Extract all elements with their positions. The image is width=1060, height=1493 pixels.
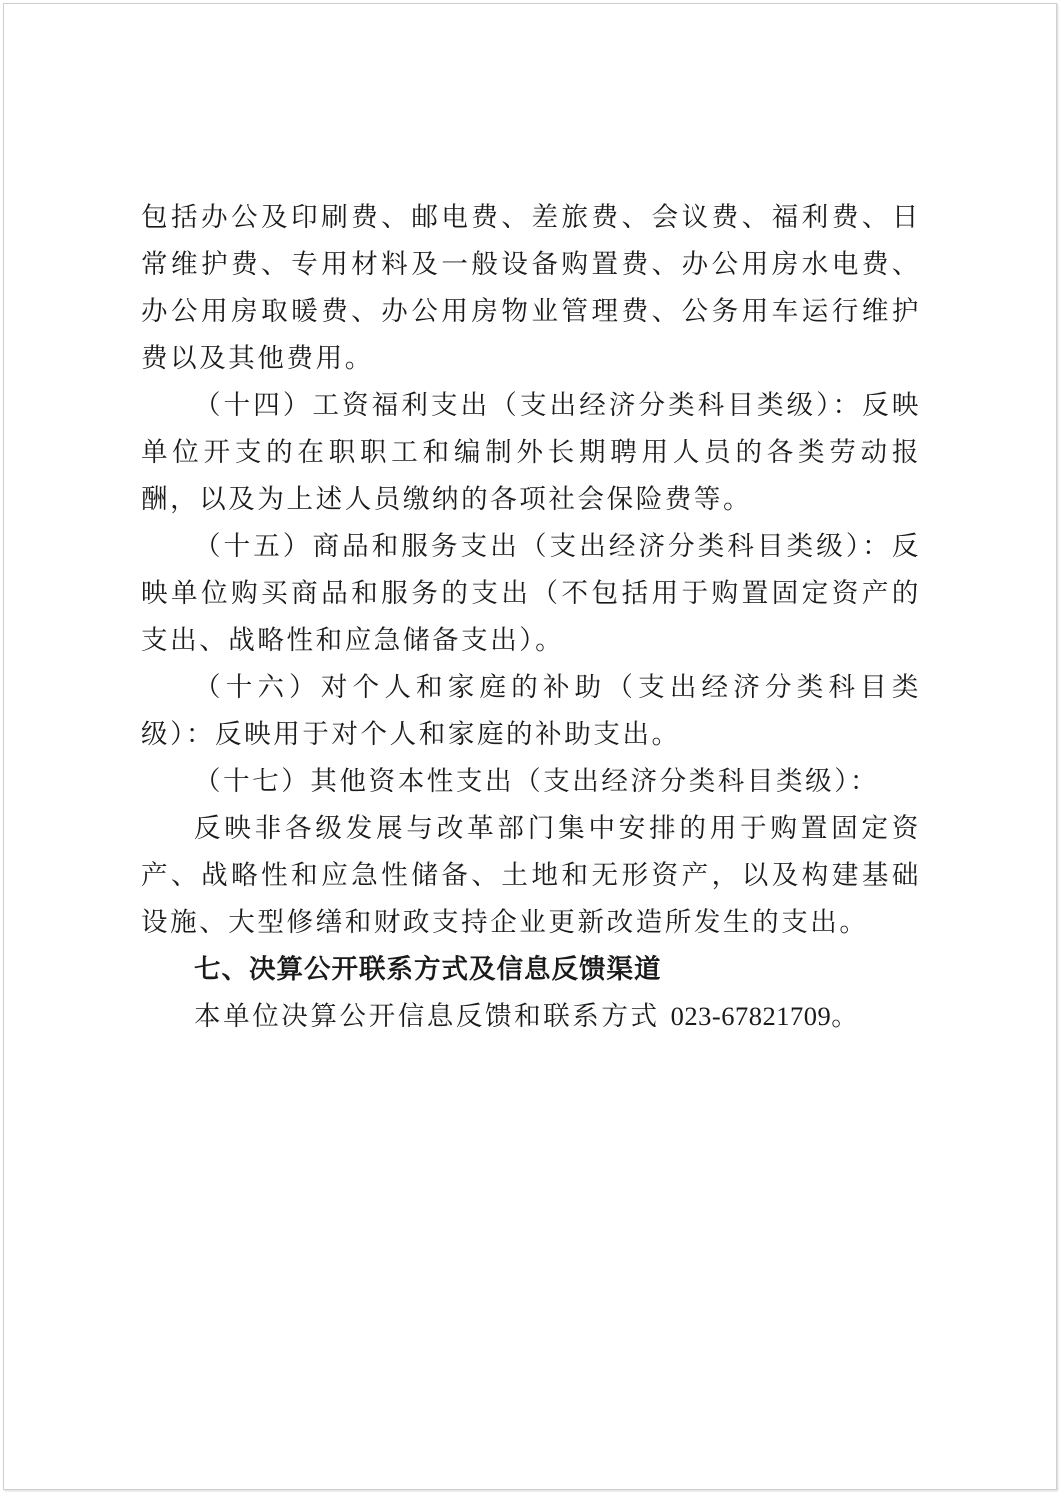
paragraph-item-15: （十五）商品和服务支出（支出经济分类科目类级）：反映单位购买商品和服务的支出（不包括用于购置固定资产的支出、战略性和应急储备支出）。 [141,531,921,656]
document-body [141,194,921,1040]
paragraph-item-17-body: 反映非各级发展与改革部门集中安排的用于购置固定资产、战略性和应急性储备、土地和无形资产，以及构建基础设施、大型修缮和财政支持企业更新改造所发生的支出。 [141,813,921,938]
paragraph-item-17-title: （十七）其他资本性支出（支出经济分类科目类级）： [194,766,880,797]
paragraph-continuation: 包括办公及印刷费、邮电费、差旅费、会议费、福利费、日常维护费、专用材料及一般设备购置费、办公用房水电费、办公用房取暖费、办公用房物业管理费、公务用车运行维护费以及其他费用。 [141,202,921,374]
paragraph-item-16: （十六）对个人和家庭的补助（支出经济分类科目类级）：反映用于对个人和家庭的补助支出。 [141,672,921,750]
contact-suffix: 。 [831,1001,861,1032]
contact-phone: 023-67821709 [670,1001,832,1031]
paragraph-item-14: （十四）工资福利支出（支出经济分类科目类级）：反映单位开支的在职职工和编制外长期聘用人员的各类劳动报酬，以及为上述人员缴纳的各项社会保险费等。 [141,390,921,515]
contact-line [141,993,921,1040]
contact-prefix: 本单位决算公开信息反馈和联系方式 [194,1001,660,1032]
section-heading-contact: 七、决算公开联系方式及信息反馈渠道 [194,954,662,985]
